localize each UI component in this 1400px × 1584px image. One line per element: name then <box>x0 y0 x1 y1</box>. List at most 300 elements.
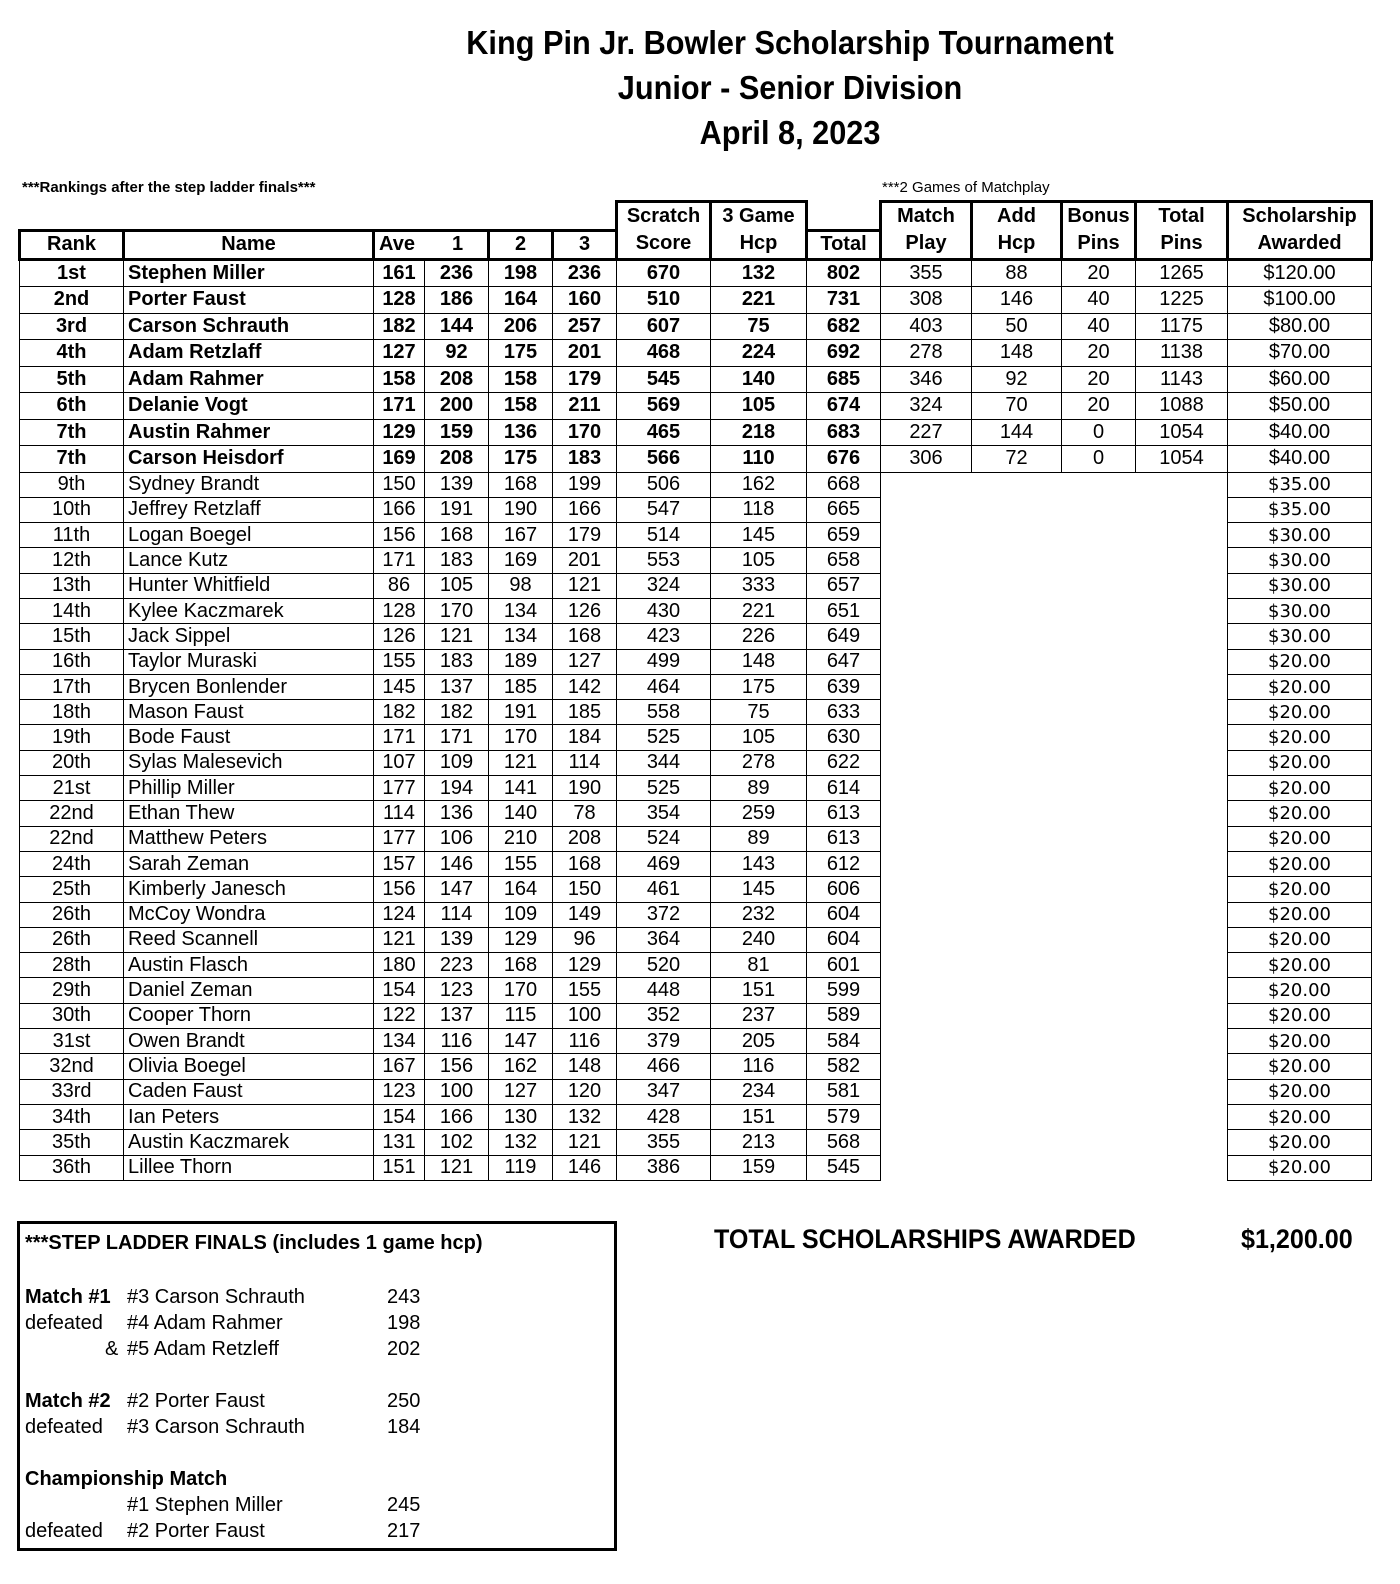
col-scholarship-top: Scholarship <box>1228 202 1372 231</box>
cell-hcp: 145 <box>711 523 807 548</box>
cell-totalpins: 1175 <box>1136 313 1228 340</box>
cell-hcp: 226 <box>711 624 807 649</box>
cell-ave: 128 <box>374 287 425 314</box>
cell-total: 674 <box>807 393 881 420</box>
col-bonus-top: Bonus <box>1062 202 1136 231</box>
table-row <box>20 624 1372 649</box>
cell-scholarship: $20.00 <box>1228 1130 1372 1155</box>
cell-ave: 86 <box>374 573 425 598</box>
cell-scholarship: $20.00 <box>1228 649 1372 674</box>
cell-g2: 121 <box>489 750 553 775</box>
cell-name: Sarah Zeman <box>124 851 374 876</box>
cell-name: Austin Flasch <box>124 953 374 978</box>
cell-g3: 211 <box>553 393 617 420</box>
cell-scratch: 607 <box>617 313 711 340</box>
cell-rank: 21st <box>20 776 124 801</box>
col-hcp: Hcp <box>711 230 807 259</box>
cell-g3: 160 <box>553 287 617 314</box>
table-row <box>20 877 1372 902</box>
cell-g1: 223 <box>425 953 489 978</box>
cell-addhcp: 50 <box>972 313 1062 340</box>
cell-name: Matthew Peters <box>124 826 374 851</box>
cell-ave: 121 <box>374 927 425 952</box>
cell-hcp: 143 <box>711 851 807 876</box>
ladder-label: Match #2 <box>25 1390 111 1412</box>
cell-rank: 11th <box>20 523 124 548</box>
cell-hcp: 145 <box>711 877 807 902</box>
cell-bonus: 20 <box>1062 366 1136 393</box>
finalist-row <box>20 446 1372 473</box>
cell-scholarship: $20.00 <box>1228 801 1372 826</box>
cell-g3: 179 <box>553 366 617 393</box>
col-ave: Ave <box>379 233 415 255</box>
cell-g1: 121 <box>425 624 489 649</box>
cell-g2: 175 <box>489 446 553 473</box>
cell-g3: 201 <box>553 548 617 573</box>
cell-total: 612 <box>807 851 881 876</box>
cell-match: 227 <box>881 419 972 446</box>
cell-name: Ian Peters <box>124 1104 374 1129</box>
cell-name: Stephen Miller <box>124 259 374 287</box>
cell-addhcp: 88 <box>972 259 1062 287</box>
table-row <box>20 776 1372 801</box>
cell-g3: 114 <box>553 750 617 775</box>
cell-name: Cooper Thorn <box>124 1003 374 1028</box>
ladder-score: 184 <box>387 1416 421 1438</box>
cell-g2: 119 <box>489 1155 553 1180</box>
cell-rank: 19th <box>20 725 124 750</box>
cell-name: Adam Retzlaff <box>124 340 374 367</box>
table-row <box>20 1130 1372 1155</box>
cell-scholarship: $35.00 <box>1228 497 1372 522</box>
cell-scholarship: $20.00 <box>1228 1054 1372 1079</box>
cell-scholarship: $20.00 <box>1228 1079 1372 1104</box>
cell-ave: 107 <box>374 750 425 775</box>
cell-scholarship: $80.00 <box>1228 313 1372 340</box>
cell-g3: 96 <box>553 927 617 952</box>
cell-name: Delanie Vogt <box>124 393 374 420</box>
cell-scratch: 558 <box>617 700 711 725</box>
table-row <box>20 548 1372 573</box>
cell-name: Reed Scannell <box>124 927 374 952</box>
cell-totalpins: 1138 <box>1136 340 1228 367</box>
cell-g2: 198 <box>489 259 553 287</box>
cell-scratch: 324 <box>617 573 711 598</box>
cell-hcp: 205 <box>711 1029 807 1054</box>
cell-rank: 18th <box>20 700 124 725</box>
finalist-row <box>20 340 1372 367</box>
finalist-row <box>20 393 1372 420</box>
cell-ave: 154 <box>374 978 425 1003</box>
col-bonus: Pins <box>1062 230 1136 259</box>
cell-g1: 146 <box>425 851 489 876</box>
cell-ave: 122 <box>374 1003 425 1028</box>
cell-ave: 156 <box>374 523 425 548</box>
col-name: Name <box>124 230 374 259</box>
cell-name: Carson Schrauth <box>124 313 374 340</box>
cell-scratch: 569 <box>617 393 711 420</box>
cell-scholarship: $20.00 <box>1228 674 1372 699</box>
cell-rank: 7th <box>20 419 124 446</box>
cell-g2: 129 <box>489 927 553 952</box>
cell-hcp: 259 <box>711 801 807 826</box>
cell-g1: 102 <box>425 1130 489 1155</box>
total-scholarships-label: TOTAL SCHOLARSHIPS AWARDED <box>714 1224 1136 1254</box>
cell-hcp: 105 <box>711 725 807 750</box>
cell-scholarship: $20.00 <box>1228 953 1372 978</box>
cell-rank: 28th <box>20 953 124 978</box>
cell-ave: 182 <box>374 700 425 725</box>
cell-name: Austin Rahmer <box>124 419 374 446</box>
cell-g2: 134 <box>489 624 553 649</box>
cell-ave: 156 <box>374 877 425 902</box>
table-row <box>20 953 1372 978</box>
cell-hcp: 278 <box>711 750 807 775</box>
cell-name: McCoy Wondra <box>124 902 374 927</box>
cell-rank: 31st <box>20 1029 124 1054</box>
cell-rank: 22nd <box>20 801 124 826</box>
cell-g1: 106 <box>425 826 489 851</box>
cell-scholarship: $20.00 <box>1228 750 1372 775</box>
cell-total: 633 <box>807 700 881 725</box>
cell-scratch: 386 <box>617 1155 711 1180</box>
cell-g1: 121 <box>425 1155 489 1180</box>
cell-total: 676 <box>807 446 881 473</box>
col-match-top: Match <box>881 202 972 231</box>
cell-name: Bode Faust <box>124 725 374 750</box>
cell-g1: 116 <box>425 1029 489 1054</box>
cell-rank: 35th <box>20 1130 124 1155</box>
cell-hcp: 116 <box>711 1054 807 1079</box>
cell-total: 604 <box>807 902 881 927</box>
cell-total: 692 <box>807 340 881 367</box>
cell-rank: 20th <box>20 750 124 775</box>
cell-rank: 4th <box>20 340 124 367</box>
cell-scholarship: $30.00 <box>1228 598 1372 623</box>
cell-name: Taylor Muraski <box>124 649 374 674</box>
cell-g1: 166 <box>425 1104 489 1129</box>
cell-ave: 171 <box>374 548 425 573</box>
cell-ave: 126 <box>374 624 425 649</box>
cell-g2: 136 <box>489 419 553 446</box>
col-match: Play <box>881 230 972 259</box>
cell-scratch: 525 <box>617 776 711 801</box>
cell-rank: 16th <box>20 649 124 674</box>
cell-ave: 128 <box>374 598 425 623</box>
table-row <box>20 1079 1372 1104</box>
cell-scratch: 364 <box>617 927 711 952</box>
cell-ave: 145 <box>374 674 425 699</box>
cell-scratch: 430 <box>617 598 711 623</box>
finalist-row <box>20 259 1372 287</box>
col-hcp-top: 3 Game <box>711 202 807 231</box>
cell-hcp: 221 <box>711 598 807 623</box>
cell-ave: 169 <box>374 446 425 473</box>
cell-scholarship: $60.00 <box>1228 366 1372 393</box>
cell-total: 685 <box>807 366 881 393</box>
cell-name: Kylee Kaczmarek <box>124 598 374 623</box>
cell-scratch: 553 <box>617 548 711 573</box>
cell-hcp: 333 <box>711 573 807 598</box>
cell-g1: 194 <box>425 776 489 801</box>
cell-ave: 134 <box>374 1029 425 1054</box>
cell-total: 657 <box>807 573 881 598</box>
cell-scholarship: $20.00 <box>1228 826 1372 851</box>
cell-scholarship: $30.00 <box>1228 548 1372 573</box>
cell-hcp: 148 <box>711 649 807 674</box>
cell-match: 346 <box>881 366 972 393</box>
cell-g2: 170 <box>489 725 553 750</box>
cell-scholarship: $40.00 <box>1228 446 1372 473</box>
cell-g2: 167 <box>489 523 553 548</box>
table-row <box>20 851 1372 876</box>
cell-g2: 155 <box>489 851 553 876</box>
table-row <box>20 1104 1372 1129</box>
cell-g1: 139 <box>425 927 489 952</box>
cell-g3: 142 <box>553 674 617 699</box>
cell-scholarship: $20.00 <box>1228 1029 1372 1054</box>
cell-g2: 147 <box>489 1029 553 1054</box>
cell-total: 647 <box>807 649 881 674</box>
cell-name: Ethan Thew <box>124 801 374 826</box>
cell-hcp: 234 <box>711 1079 807 1104</box>
cell-scholarship: $20.00 <box>1228 776 1372 801</box>
cell-name: Lance Kutz <box>124 548 374 573</box>
cell-scholarship: $20.00 <box>1228 1003 1372 1028</box>
col-rank: Rank <box>20 230 124 259</box>
cell-scholarship: $20.00 <box>1228 902 1372 927</box>
cell-hcp: 105 <box>711 548 807 573</box>
cell-g3: 116 <box>553 1029 617 1054</box>
cell-g1: 208 <box>425 366 489 393</box>
cell-scholarship: $20.00 <box>1228 1104 1372 1129</box>
cell-scholarship: $20.00 <box>1228 927 1372 952</box>
cell-rank: 10th <box>20 497 124 522</box>
ladder-score: 245 <box>387 1494 421 1516</box>
cell-ave: 171 <box>374 725 425 750</box>
cell-rank: 15th <box>20 624 124 649</box>
cell-hcp: 159 <box>711 1155 807 1180</box>
cell-hcp: 118 <box>711 497 807 522</box>
ladder-score: 198 <box>387 1312 421 1334</box>
ladder-bowler: #3 Carson Schrauth <box>127 1286 305 1308</box>
cell-total: 682 <box>807 313 881 340</box>
cell-scratch: 372 <box>617 902 711 927</box>
cell-total: 651 <box>807 598 881 623</box>
cell-hcp: 151 <box>711 978 807 1003</box>
cell-g3: 126 <box>553 598 617 623</box>
cell-bonus: 20 <box>1062 340 1136 367</box>
cell-name: Austin Kaczmarek <box>124 1130 374 1155</box>
cell-g2: 164 <box>489 287 553 314</box>
col-scratch: Score <box>617 230 711 259</box>
cell-ave: 124 <box>374 902 425 927</box>
cell-scholarship: $20.00 <box>1228 725 1372 750</box>
cell-g1: 92 <box>425 340 489 367</box>
cell-total: 599 <box>807 978 881 1003</box>
cell-g2: 170 <box>489 978 553 1003</box>
cell-ave: 166 <box>374 497 425 522</box>
ladder-bowler: #4 Adam Rahmer <box>127 1312 283 1334</box>
cell-bonus: 20 <box>1062 259 1136 287</box>
cell-g1: 114 <box>425 902 489 927</box>
cell-g1: 147 <box>425 877 489 902</box>
col-g2: 2 <box>489 230 553 259</box>
cell-scratch: 525 <box>617 725 711 750</box>
cell-total: 579 <box>807 1104 881 1129</box>
table-row <box>20 598 1372 623</box>
cell-totalpins: 1143 <box>1136 366 1228 393</box>
cell-scratch: 464 <box>617 674 711 699</box>
cell-bonus: 40 <box>1062 313 1136 340</box>
cell-g2: 141 <box>489 776 553 801</box>
cell-rank: 9th <box>20 472 124 497</box>
cell-scratch: 354 <box>617 801 711 826</box>
cell-ave: 150 <box>374 472 425 497</box>
cell-scholarship: $70.00 <box>1228 340 1372 367</box>
cell-g2: 175 <box>489 340 553 367</box>
col-addhcp-top: Add <box>972 202 1062 231</box>
cell-g1: 183 <box>425 649 489 674</box>
ladder-score: 202 <box>387 1338 421 1360</box>
cell-scholarship: $30.00 <box>1228 624 1372 649</box>
cell-g2: 158 <box>489 366 553 393</box>
cell-g3: 179 <box>553 523 617 548</box>
cell-g3: 183 <box>553 446 617 473</box>
cell-g2: 115 <box>489 1003 553 1028</box>
table-row <box>20 927 1372 952</box>
cell-scholarship: $100.00 <box>1228 287 1372 314</box>
cell-rank: 2nd <box>20 287 124 314</box>
cell-g1: 159 <box>425 419 489 446</box>
cell-bonus: 20 <box>1062 393 1136 420</box>
finalist-row <box>20 287 1372 314</box>
cell-hcp: 224 <box>711 340 807 367</box>
cell-hcp: 132 <box>711 259 807 287</box>
cell-g3: 257 <box>553 313 617 340</box>
cell-scholarship: $50.00 <box>1228 393 1372 420</box>
cell-scratch: 514 <box>617 523 711 548</box>
finalist-row <box>20 366 1372 393</box>
ladder-score: 217 <box>387 1520 421 1542</box>
cell-rank: 17th <box>20 674 124 699</box>
ladder-bowler: #3 Carson Schrauth <box>127 1416 305 1438</box>
ladder-bowler: #2 Porter Faust <box>127 1520 265 1542</box>
cell-rank: 29th <box>20 978 124 1003</box>
cell-scholarship: $40.00 <box>1228 419 1372 446</box>
step-ladder-box <box>17 1221 617 1551</box>
finalist-row <box>20 313 1372 340</box>
cell-g3: 185 <box>553 700 617 725</box>
cell-totalpins: 1225 <box>1136 287 1228 314</box>
cell-total: 545 <box>807 1155 881 1180</box>
cell-hcp: 232 <box>711 902 807 927</box>
cell-addhcp: 146 <box>972 287 1062 314</box>
cell-name: Mason Faust <box>124 700 374 725</box>
cell-match: 306 <box>881 446 972 473</box>
cell-g1: 183 <box>425 548 489 573</box>
cell-total: 622 <box>807 750 881 775</box>
cell-name: Caden Faust <box>124 1079 374 1104</box>
cell-hcp: 89 <box>711 776 807 801</box>
table-row <box>20 750 1372 775</box>
cell-g2: 190 <box>489 497 553 522</box>
ladder-label: defeated <box>25 1416 103 1438</box>
cell-name: Adam Rahmer <box>124 366 374 393</box>
cell-g2: 168 <box>489 953 553 978</box>
cell-bonus: 0 <box>1062 446 1136 473</box>
cell-rank: 34th <box>20 1104 124 1129</box>
cell-name: Lillee Thorn <box>124 1155 374 1180</box>
cell-scratch: 566 <box>617 446 711 473</box>
col-total: Total <box>807 230 881 259</box>
cell-ave: 151 <box>374 1155 425 1180</box>
col-totalpins-top: Total <box>1136 202 1228 231</box>
table-row <box>20 700 1372 725</box>
cell-name: Porter Faust <box>124 287 374 314</box>
cell-total: 731 <box>807 287 881 314</box>
cell-totalpins: 1054 <box>1136 419 1228 446</box>
cell-g1: 186 <box>425 287 489 314</box>
cell-g1: 170 <box>425 598 489 623</box>
cell-g2: 109 <box>489 902 553 927</box>
cell-addhcp: 92 <box>972 366 1062 393</box>
col-g1: 1 <box>452 233 464 255</box>
cell-hcp: 221 <box>711 287 807 314</box>
table-row <box>20 725 1372 750</box>
cell-g3: 150 <box>553 877 617 902</box>
cell-g2: 191 <box>489 700 553 725</box>
cell-g3: 166 <box>553 497 617 522</box>
cell-rank: 26th <box>20 902 124 927</box>
cell-g3: 168 <box>553 624 617 649</box>
cell-match: 308 <box>881 287 972 314</box>
cell-rank: 26th <box>20 927 124 952</box>
cell-g2: 158 <box>489 393 553 420</box>
cell-scholarship: $30.00 <box>1228 523 1372 548</box>
cell-total: 614 <box>807 776 881 801</box>
cell-name: Sydney Brandt <box>124 472 374 497</box>
cell-scholarship: $20.00 <box>1228 1155 1372 1180</box>
cell-scholarship: $20.00 <box>1228 978 1372 1003</box>
cell-g3: 121 <box>553 1130 617 1155</box>
cell-g3: 168 <box>553 851 617 876</box>
cell-total: 589 <box>807 1003 881 1028</box>
cell-g2: 169 <box>489 548 553 573</box>
cell-rank: 6th <box>20 393 124 420</box>
cell-g1: 191 <box>425 497 489 522</box>
cell-scratch: 506 <box>617 472 711 497</box>
cell-name: Hunter Whitfield <box>124 573 374 598</box>
table-row <box>20 497 1372 522</box>
cell-g2: 185 <box>489 674 553 699</box>
cell-scratch: 344 <box>617 750 711 775</box>
cell-scratch: 428 <box>617 1104 711 1129</box>
col-addhcp: Hcp <box>972 230 1062 259</box>
cell-name: Daniel Zeman <box>124 978 374 1003</box>
table-row <box>20 1003 1372 1028</box>
document-title: King Pin Jr. Bowler Scholarship Tournament <box>466 24 1114 61</box>
cell-scratch: 355 <box>617 1130 711 1155</box>
cell-g1: 105 <box>425 573 489 598</box>
cell-scratch: 468 <box>617 340 711 367</box>
cell-total: 658 <box>807 548 881 573</box>
cell-g1: 171 <box>425 725 489 750</box>
cell-rank: 1st <box>20 259 124 287</box>
cell-total: 668 <box>807 472 881 497</box>
cell-ave: 158 <box>374 366 425 393</box>
cell-hcp: 213 <box>711 1130 807 1155</box>
